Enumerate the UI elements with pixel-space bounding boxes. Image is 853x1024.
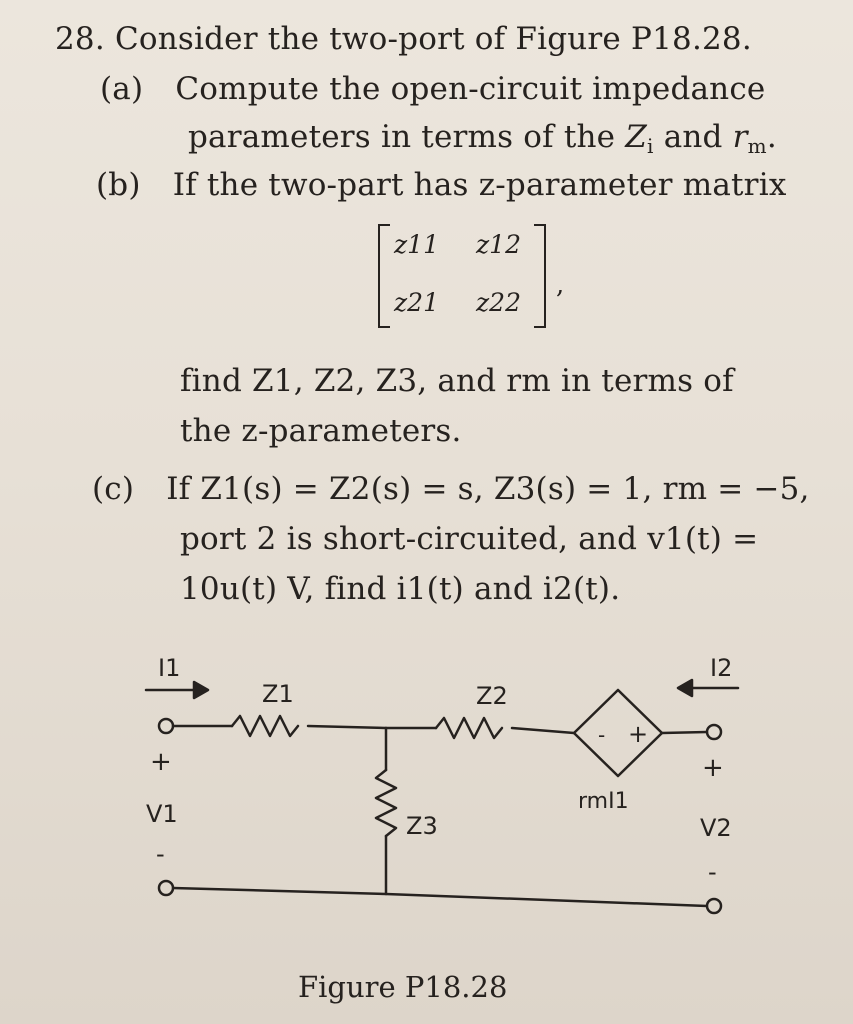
part-b-text1: If the two-part has z-parameter matrix bbox=[172, 167, 787, 203]
part-b-line2: find Z1, Z2, Z3, and rm in terms of bbox=[180, 363, 734, 399]
source-minus-sign: - bbox=[598, 723, 606, 747]
v1-plus-sign: + bbox=[150, 747, 172, 777]
figure-caption: Figure P18.28 bbox=[298, 970, 508, 1004]
wire-z1-node bbox=[308, 726, 386, 728]
part-a-line2: parameters in terms of the $Z_i$ and $r_m$. bbox=[188, 119, 777, 158]
wire-source-port2 bbox=[662, 732, 707, 733]
source-plus-sign: + bbox=[628, 720, 649, 748]
part-a-label: (a) bbox=[100, 71, 144, 107]
resistor-z1 bbox=[232, 716, 298, 736]
dependent-voltage-source bbox=[574, 690, 662, 776]
wire-bottom bbox=[173, 888, 707, 906]
label-i1: I1 bbox=[158, 654, 181, 682]
port2-bottom-terminal bbox=[707, 899, 721, 913]
v1-minus-sign: - bbox=[156, 840, 165, 868]
port1-top-terminal bbox=[159, 719, 173, 733]
v2-minus-sign: - bbox=[708, 858, 717, 886]
matrix-z11: z11 bbox=[394, 230, 439, 259]
part-b-label: (b) bbox=[96, 167, 141, 203]
resistor-z3 bbox=[376, 770, 396, 836]
i2-arrowhead bbox=[678, 680, 692, 696]
part-a-text1: Compute the open-circuit impedance bbox=[175, 71, 766, 107]
matrix-z22: z22 bbox=[476, 288, 521, 317]
port1-bottom-terminal bbox=[159, 881, 173, 895]
part-c-text1: If Z1(s) = Z2(s) = s, Z3(s) = 1, rm = −5, bbox=[166, 471, 810, 507]
matrix-comma: , bbox=[556, 270, 565, 300]
label-v1: V1 bbox=[146, 800, 178, 828]
part-c-label: (c) bbox=[92, 471, 135, 507]
i1-arrowhead bbox=[194, 682, 208, 698]
label-v2: V2 bbox=[700, 814, 732, 842]
part-c-line2: port 2 is short-circuited, and v1(t) = bbox=[180, 521, 759, 557]
resistor-z2 bbox=[436, 718, 502, 738]
part-b-line3: the z-parameters. bbox=[180, 413, 462, 449]
label-i2: I2 bbox=[710, 654, 733, 682]
matrix-z21: z21 bbox=[394, 288, 439, 317]
matrix-z12: z12 bbox=[476, 230, 521, 259]
label-z3: Z3 bbox=[406, 812, 438, 840]
problem-title: Consider the two-port of Figure P18.28. bbox=[114, 21, 752, 57]
v2-plus-sign: + bbox=[702, 753, 724, 783]
problem-number: 28. bbox=[55, 21, 105, 57]
label-z1: Z1 bbox=[262, 680, 294, 708]
label-z2: Z2 bbox=[476, 682, 508, 710]
wire-z2-source bbox=[512, 728, 574, 733]
port2-top-terminal bbox=[707, 725, 721, 739]
label-source: rmI1 bbox=[578, 789, 629, 814]
part-c-line3: 10u(t) V, find i1(t) and i2(t). bbox=[180, 571, 621, 607]
